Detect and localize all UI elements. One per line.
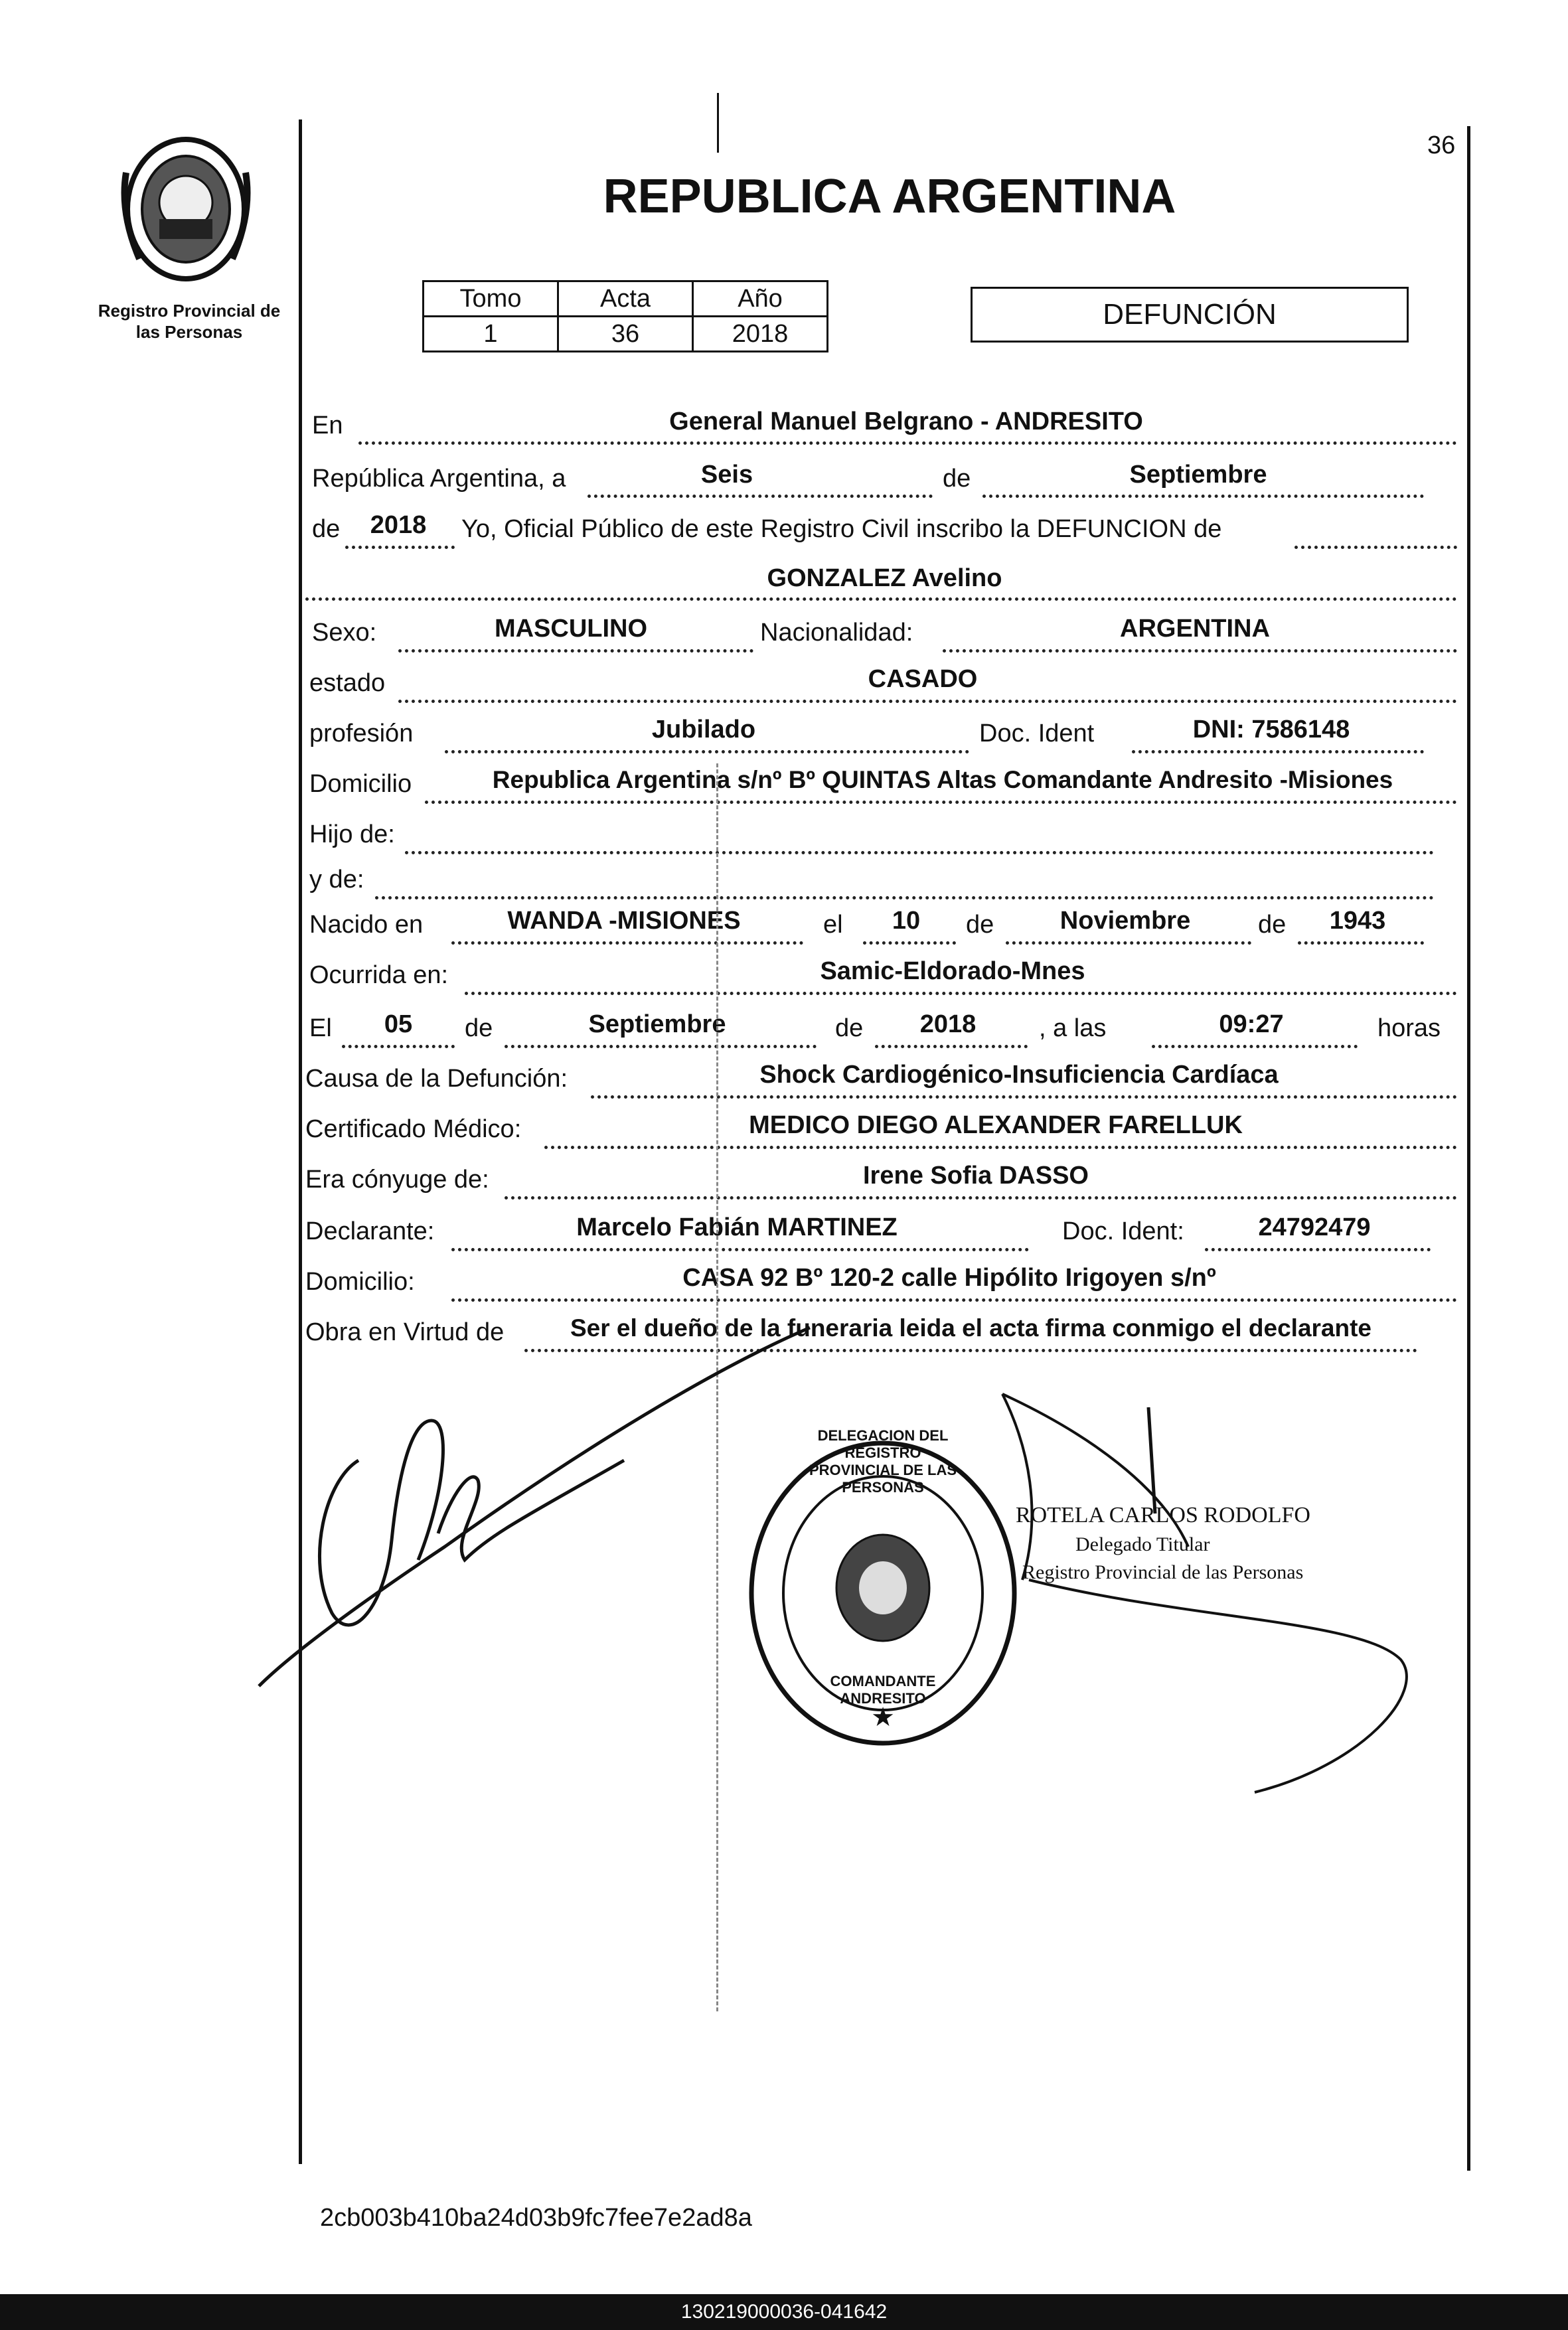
label-republica: República Argentina, a — [312, 465, 566, 493]
value-nacido-en: WANDA -MISIONES — [507, 907, 741, 935]
label-de-2: de — [312, 515, 341, 543]
record-type-box: DEFUNCIÓN — [971, 287, 1409, 343]
value-birth-day: 10 — [892, 907, 921, 935]
dotline — [591, 1095, 1457, 1099]
official-office: Registro Provincial de las Personas — [1022, 1561, 1304, 1583]
label-a-las: , a las — [1039, 1014, 1107, 1042]
dotline — [943, 649, 1457, 653]
dotline — [465, 992, 1457, 995]
dotline — [398, 700, 1457, 703]
label-horas: horas — [1377, 1014, 1441, 1042]
record-table — [422, 280, 828, 352]
label-domicilio: Domicilio — [309, 770, 412, 798]
value-acta: 36 — [558, 317, 693, 352]
dotline — [505, 1045, 817, 1048]
dotline — [451, 1248, 1029, 1251]
right-margin-line — [1467, 126, 1470, 2171]
label-domicilio-2: Domicilio: — [305, 1268, 415, 1296]
value-hora: 09:27 — [1219, 1010, 1284, 1038]
value-doc-2: 24792479 — [1258, 1213, 1371, 1241]
official-role: Delegado Titular — [1075, 1533, 1210, 1555]
label-el-2: El — [309, 1014, 332, 1042]
label-de-4: de — [1258, 911, 1287, 939]
value-day: Seis — [700, 461, 753, 489]
value-death-year: 2018 — [919, 1010, 977, 1038]
header-tomo: Tomo — [424, 281, 558, 317]
statement-text: Yo, Oficial Público de este Registro Civil inscribo la DEFUNCION de — [461, 515, 1222, 543]
dotline — [1132, 750, 1424, 753]
seal-outer-text: DELEGACION DEL REGISTRO PROVINCIAL DE LAS PERSONAS — [809, 1427, 957, 1496]
dotline — [1205, 1248, 1431, 1251]
registry-name: Registro Provincial de las Personas — [98, 301, 281, 342]
dotline — [1294, 546, 1457, 549]
label-ocurrida-en: Ocurrida en: — [309, 961, 449, 989]
label-nacionalidad: Nacionalidad: — [760, 619, 913, 647]
value-domicilio: Republica Argentina s/nº Bº QUINTAS Altas Comandante Andresito -Misiones — [492, 766, 1393, 793]
label-estado: estado — [309, 669, 386, 697]
label-de-1: de — [943, 465, 971, 493]
value-ocurrida-en: Samic-Eldorado-Mnes — [820, 957, 1085, 985]
label-certificado: Certificado Médico: — [305, 1115, 522, 1143]
declarant-signature — [252, 1321, 823, 1693]
page-title: REPUBLICA ARGENTINA — [603, 170, 1176, 223]
label-doc-ident-2: Doc. Ident: — [1062, 1217, 1184, 1245]
value-month: Septiembre — [1129, 461, 1267, 489]
value-death-month: Septiembre — [588, 1010, 726, 1038]
top-center-mark — [717, 93, 719, 153]
value-profesion: Jubilado — [651, 716, 756, 743]
dotline — [982, 495, 1424, 498]
value-domicilio-2: CASA 92 Bº 120-2 calle Hipólito Irigoyen s/nº — [682, 1264, 1216, 1292]
value-declarante: Marcelo Fabián MARTINEZ — [576, 1213, 898, 1241]
value-death-day: 05 — [384, 1010, 413, 1038]
dotline — [398, 649, 753, 653]
official-signature — [989, 1381, 1480, 1812]
value-conyuge: Irene Sofia DASSO — [863, 1162, 1089, 1190]
value-ano: 2018 — [693, 317, 828, 352]
dotline — [305, 597, 1457, 601]
dotline — [544, 1146, 1457, 1149]
document-hash: 2cb003b410ba24d03b9fc7fee7e2ad8a — [320, 2204, 752, 2232]
label-de-5: de — [465, 1014, 493, 1042]
value-tomo: 1 — [424, 317, 558, 352]
dotline — [875, 1045, 1028, 1048]
value-birth-month: Noviembre — [1059, 907, 1191, 935]
value-certificado: MEDICO DIEGO ALEXANDER FARELLUK — [749, 1111, 1243, 1139]
dotline — [425, 801, 1457, 804]
dotline — [588, 495, 933, 498]
value-birth-year: 1943 — [1329, 907, 1386, 935]
dotline — [342, 1045, 455, 1048]
official-name: ROTELA CARLOS RODOLFO — [1016, 1503, 1310, 1527]
dotline — [1006, 941, 1251, 945]
left-margin-line — [299, 119, 302, 2164]
label-conyuge: Era cónyuge de: — [305, 1166, 489, 1194]
label-profesion: profesión — [309, 720, 414, 747]
dotline — [451, 941, 803, 945]
value-causa: Shock Cardiogénico-Insuficiencia Cardíaca — [759, 1061, 1279, 1089]
value-en: General Manuel Belgrano - ANDRESITO — [669, 408, 1143, 435]
label-sexo: Sexo: — [312, 619, 377, 647]
label-nacido-en: Nacido en — [309, 911, 424, 939]
label-de-6: de — [835, 1014, 864, 1042]
value-estado: CASADO — [868, 665, 978, 693]
dotline — [358, 441, 1457, 445]
value-year: 2018 — [370, 511, 427, 539]
label-causa: Causa de la Defunción: — [305, 1065, 568, 1093]
label-en: En — [312, 412, 343, 439]
footer-id-bar: 130219000036-041642 — [0, 2294, 1568, 2330]
dotline — [1298, 941, 1424, 945]
dotline — [505, 1196, 1457, 1200]
label-hijo-de: Hijo de: — [309, 820, 395, 848]
label-de-3: de — [966, 911, 994, 939]
label-declarante: Declarante: — [305, 1217, 435, 1245]
dotline — [375, 896, 1434, 899]
value-sexo: MASCULINO — [494, 615, 648, 643]
seal-inner-text: COMANDANTE ANDRESITO — [830, 1673, 936, 1707]
value-nacionalidad: ARGENTINA — [1120, 615, 1270, 643]
dotline — [1152, 1045, 1358, 1048]
page-number: 36 — [1427, 131, 1456, 159]
dotline — [445, 750, 969, 753]
dotline — [863, 941, 956, 945]
header-acta: Acta — [558, 281, 693, 317]
label-el-1: el — [823, 911, 843, 939]
value-doc: DNI: 7586148 — [1192, 716, 1350, 743]
label-y-de: y de: — [309, 866, 364, 893]
label-obra: Obra en Virtud de — [305, 1318, 505, 1346]
value-deceased: GONZALEZ Avelino — [767, 564, 1002, 592]
label-doc-ident: Doc. Ident — [979, 720, 1095, 747]
value-obra: Ser el dueño de la funeraria leida el acta firma conmigo el declarante — [570, 1314, 1372, 1342]
header-ano: Año — [693, 281, 828, 317]
dotline — [405, 851, 1434, 854]
dotline — [345, 546, 455, 549]
svg-text:★: ★ — [871, 1702, 895, 1733]
dotline — [451, 1298, 1457, 1302]
